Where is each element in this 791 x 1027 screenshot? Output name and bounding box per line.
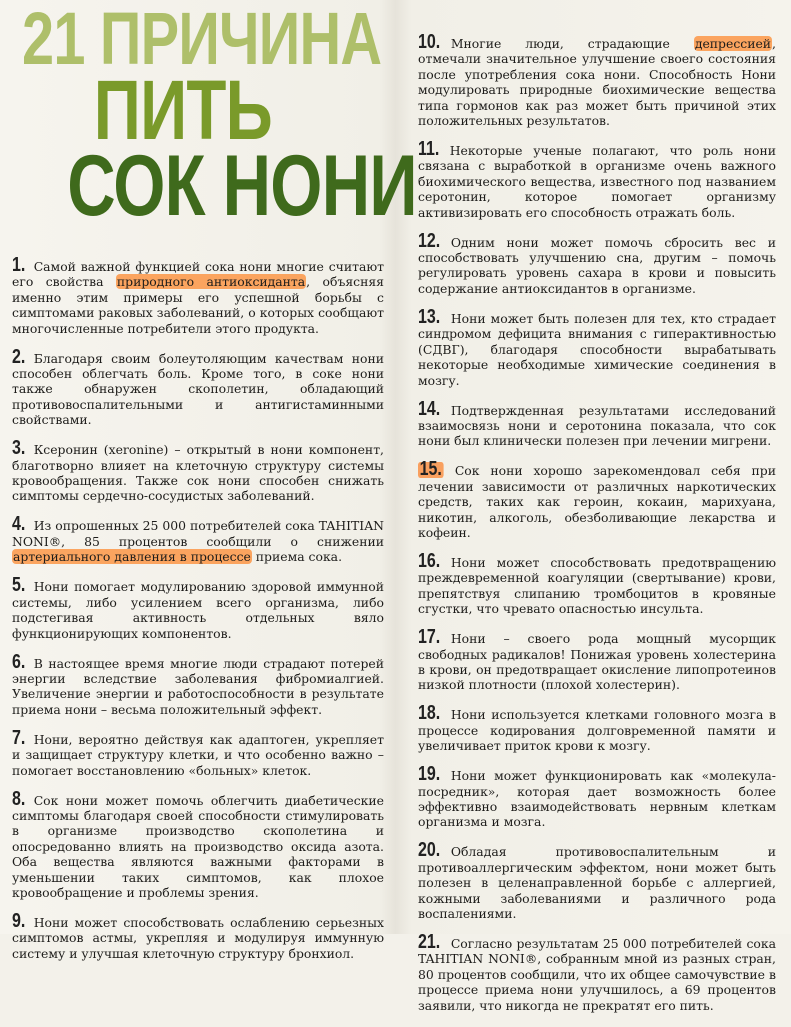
reason-number: 11. <box>418 138 440 161</box>
reason-item <box>12 726 384 778</box>
reason-text: Обладая противовоспалительным и противоаллергическим эффектом, нони может быть полезен в целенаправленной борьбе с аллергией, кожными заболеваниями и различного рода воспалениями. <box>418 844 776 922</box>
reason-number: 7. <box>12 726 26 749</box>
reason-text: Нони может функционировать как «молекула-посредник», которая дает возможность более эффективно взаимодействовать нервным клеткам организма и мозга. <box>418 768 776 830</box>
reason-text: Нони может способствовать ослаблению серьезных симптомов астмы, укрепляя и модулируя иммунную систему и улучшая клеточную структуру бронхиол. <box>12 914 384 961</box>
reason-number: 17. <box>418 626 441 649</box>
highlighted-text: артериального давления в процессе <box>13 549 251 565</box>
reason-item <box>12 345 384 428</box>
reason-item <box>418 138 776 220</box>
reason-number: 13. <box>418 305 441 328</box>
reason-number: 6. <box>12 650 26 673</box>
reason-number: 1. <box>12 254 26 276</box>
right-column <box>418 31 776 1027</box>
reason-item <box>418 839 776 922</box>
reason-number: 3. <box>12 437 26 460</box>
article-title <box>22 0 417 234</box>
reason-number: 15. <box>419 458 442 481</box>
reason-text: Подтвержденная результатами исследований взаимосвязь нони и серотонина показала, что сок нони был клинически полезен при лечении мигрени. <box>418 402 776 449</box>
reason-text: В настоящее время многие люди страдают потерей энергии вследствие заболевания фибромиалгией. Увеличение энергии и работоспособности в результате приема нони – весьма положительный эффект. <box>12 655 384 717</box>
reason-text: Согласно результатам 25 000 потребителей сока TAHITIAN NONI®, собранным мной из разных стран, 80 процентов сообщили, что их общее самочувствие в процессе приема нони улучшилось, а 69 процентов заявили, что никогда не прекратят его пить. <box>418 936 776 1013</box>
reason-text: Одним нони может помочь сбросить вес и способствовать улучшению сна, другим – помочь регулировать уровень сахара в крови и повысить содержание антиоксидантов в организме. <box>418 234 776 296</box>
reason-item <box>418 931 776 1013</box>
reason-number: 16. <box>418 549 441 572</box>
reason-item <box>12 909 384 961</box>
reason-number: 5. <box>12 574 26 597</box>
reason-number: 2. <box>12 345 26 368</box>
reason-text: Нони помогает модулированию здоровой иммунной системы, либо усилением всего организма, либо подстегивая активность отдельных вяло функционирующих компонентов. <box>12 579 384 641</box>
reason-text: Сок нони может помочь облегчить диабетические симптомы благодаря своей способности стимулировать в организме производство скополетина и опосредованно влиять на производство оксида азота. Оба вещества являются важными факторами в уменьшении таких симптомов, как плохое кровообращение и проблемы зрения. <box>12 792 384 900</box>
reason-item <box>12 574 384 641</box>
reason-number: 10. <box>418 31 441 53</box>
highlighted-text: депрессией <box>694 36 772 51</box>
reason-text: Многие люди, страдающие <box>450 36 694 51</box>
reason-text: Сок нони хорошо зарекомендовал себя при лечении зависимости от различных наркотических средств, таких как героин, кокаин, марихуана, никотин, алкоголь, обезболивающие лекарства и кофеин. <box>418 463 776 540</box>
reason-number: 21. <box>418 931 441 954</box>
title-line-3: СОК НОНИ <box>67 138 417 234</box>
reason-item <box>418 702 776 754</box>
reason-number: 12. <box>418 229 441 252</box>
reason-text: Нони может способствовать предотвращению преждевременной коагуляции (свертывание) крови, препятствуя слипанию тромбоцитов в кровяные сгустки, что чревато опасностью инсульта. <box>418 554 776 617</box>
title-line-2: ПИТЬ <box>93 63 272 157</box>
reason-number: 14. <box>418 397 441 420</box>
reason-text: Из опрошенных 25 000 потребителей сока TAHITIAN NONI®, 85 процентов сообщили о снижении <box>12 518 384 549</box>
reason-item <box>12 513 384 565</box>
reason-text: Благодаря своим болеутоляющим качествам нони способен облегчать боль. Кроме того, в соке нони также обнаружен скополетин, обладающий противовоспалительными и антигистаминными свойствами. <box>12 350 384 428</box>
reason-text: , объясняя именно этим примеры его успешной борьбы с симптомами раковых заболеваний, о которых сообщают многочисленные потребители этого продукта. <box>12 274 384 336</box>
reason-text: Нони – своего рода мощный мусорщик свободных радикалов! Понижая уровень холестерина в крови, он предотвращает окисление липопротеинов низкой плотности (плохой холестерин). <box>418 631 776 693</box>
reason-text: Самой важной функцией сока нони многие считают его свойства <box>12 259 384 290</box>
reason-item <box>12 254 384 336</box>
title-line-1: 21 ПРИЧИНА <box>22 0 382 80</box>
reason-text: Нони может быть полезен для тех, кто страдает синдромом дефицита внимания с гиперактивностью (СДВГ), благодаря способности вырабатывать некоторые необходимые химические соединения в мозгу. <box>418 310 776 388</box>
reason-item <box>418 458 776 540</box>
reason-item <box>12 787 384 901</box>
reason-item <box>12 437 384 504</box>
reason-item <box>418 229 776 297</box>
reason-text: приема сока. <box>251 549 343 565</box>
reason-item <box>418 31 776 129</box>
reason-number: 8. <box>12 787 26 810</box>
reason-item <box>418 549 776 617</box>
reason-number: 18. <box>418 702 441 725</box>
highlighted-text: природного антиоксиданта <box>116 274 306 290</box>
reason-number: 9. <box>12 909 26 932</box>
left-column <box>12 254 384 975</box>
reason-item <box>418 763 776 830</box>
reason-text: Некоторые ученые полагают, что роль нони связана с выработкой в организме очень важного биохимического вещества, известного под названием серотонин, которое помогает организму активизировать его способность отражать боль. <box>418 143 776 220</box>
reason-item <box>418 305 776 388</box>
reason-text: Ксеронин (xeronine) – открытый в нони компонент, благотворно влияет на клеточную структуру системы кровообращения. Также сок нони способен снижать симптомы сердечно-сосудистых заболеваний. <box>12 442 384 504</box>
reason-item <box>12 650 384 718</box>
reason-item <box>418 626 776 693</box>
reason-text: , отмечали значительное улучшение своего состояния после употребления сока нони. Способность Нони модулировать природные биохимические вещества типа гормонов как раз может быть причиной этих положительных результатов. <box>418 36 776 129</box>
reason-text: Нони, вероятно действуя как адаптоген, укрепляет и защищает структуру клетки, и что особенно важно –помогает восстановлению «больных» клеток. <box>12 731 384 778</box>
reason-text: Нони используется клетками головного мозга в процессе кодирования долговременной памяти и увеличивает приток крови к мозгу. <box>418 707 776 754</box>
reason-item <box>418 397 776 449</box>
reason-number: 19. <box>418 763 441 786</box>
reason-number: 4. <box>12 513 26 536</box>
reason-number: 20. <box>418 839 441 862</box>
